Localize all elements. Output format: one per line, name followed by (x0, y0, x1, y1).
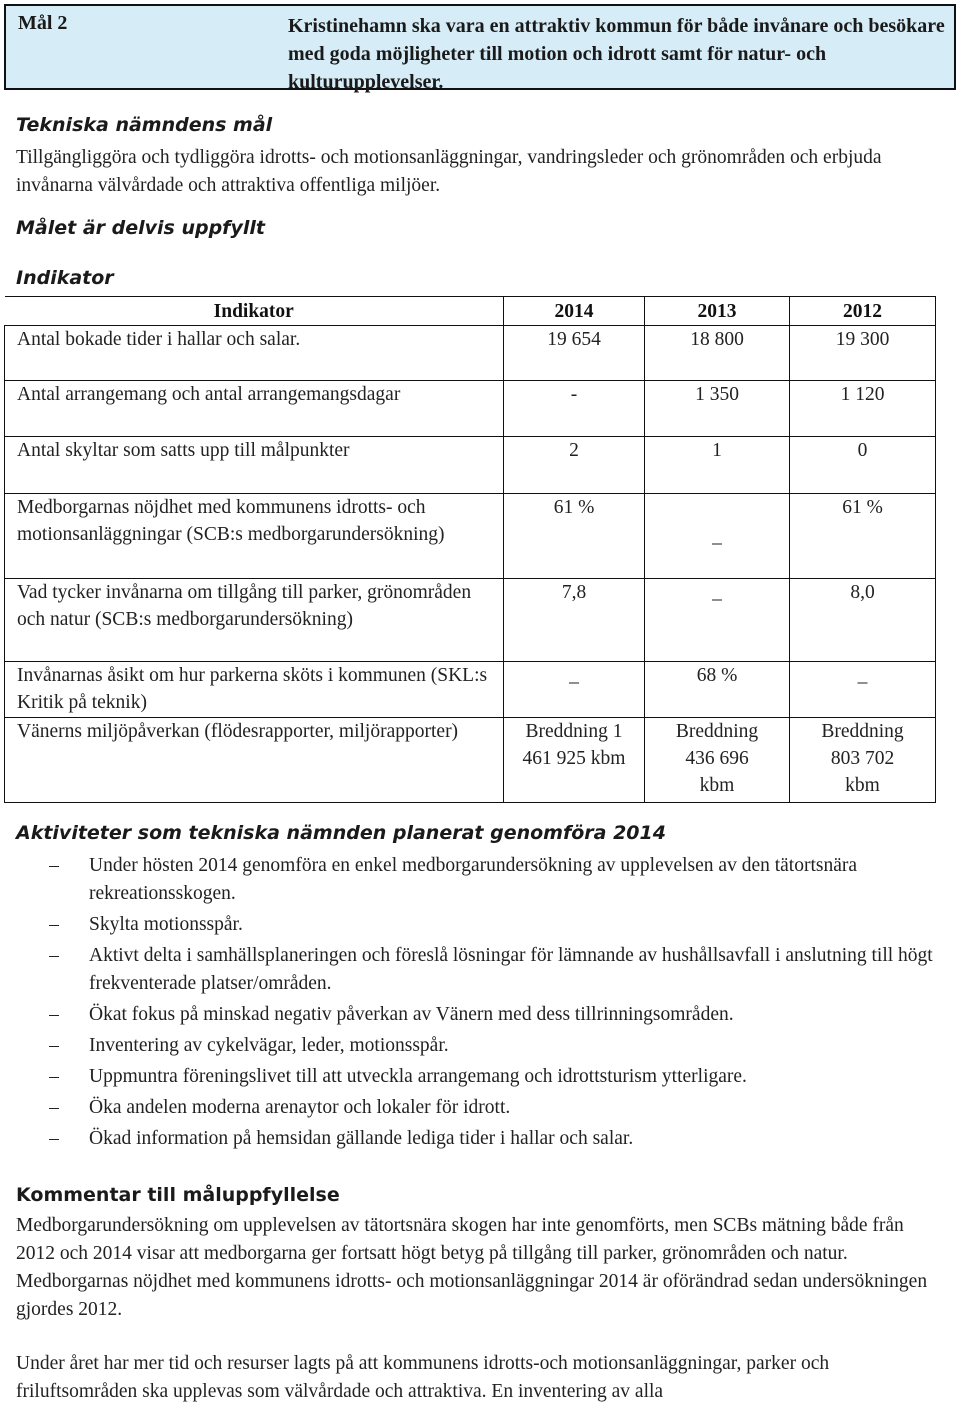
value-2014: 2 (504, 437, 645, 494)
value-2014: Breddning 1 461 925 kbm (504, 718, 645, 803)
value-2014: 61 % (504, 494, 645, 579)
indicator-name: Antal skyltar som satts upp till målpunkter (5, 437, 504, 494)
dash-bullet: – (49, 1004, 59, 1025)
table-row (5, 437, 936, 494)
value-2013: _ (645, 579, 790, 662)
list-item (16, 1094, 936, 1122)
comment-paragraph-1: Medborgarundersökning om upplevelsen av tätortsnära skogen har inte genomförts, men SCBs mätning både från 2012 och 2014 visar att medborgarna ger fortsatt högt betyg på tillgång till parker, grönområden och natur. Medborgarnas nöjdhet med kommunens idrotts- och motionsanläggningar 2014 är oförändrad sedan undersökningen gjordes 2012. (16, 1215, 928, 1320)
activities-heading: Aktiviteter som tekniska nämnden planerat genomföra 2014 (16, 822, 666, 844)
dash-bullet: – (49, 855, 59, 876)
table-row (5, 718, 936, 803)
list-item-text: Inventering av cykelvägar, leder, motionsspår. (89, 1035, 449, 1056)
table-header-row (5, 297, 936, 326)
indicator-name: Invånarnas åsikt om hur parkerna sköts i kommunen (SKL:s Kritik på teknik) (5, 662, 504, 718)
list-item-text: Aktivt delta i samhällsplaneringen och föreslå lösningar för lämnande av hushållsavfall i anslutning till högt frekventerade platser/områden. (89, 945, 933, 994)
value-2012: 0 (790, 437, 936, 494)
value-2013: 1 (645, 437, 790, 494)
list-item-text: Öka andelen moderna arenaytor och lokaler för idrott. (89, 1097, 511, 1118)
list-item (16, 911, 936, 939)
list-item (16, 1125, 936, 1153)
value-2014: 7,8 (504, 579, 645, 662)
dash-bullet: – (49, 1035, 59, 1056)
value-2012: Breddning 803 702 kbm (790, 718, 936, 803)
goal-status: Målet är delvis uppfyllt (16, 217, 265, 239)
list-item (16, 852, 936, 908)
comment-paragraph-2: Under året har mer tid och resurser lagts på att kommunens idrotts-och motionsanläggningar, parker och friluftsområden ska upplevas som välvårdade och attraktiva. En inventering av alla (16, 1353, 830, 1402)
value-2012: _ (790, 662, 936, 718)
indicator-name: Antal bokade tider i hallar och salar. (5, 326, 504, 381)
value-2014: - (504, 381, 645, 437)
dash-bullet: – (49, 945, 59, 966)
table-row (5, 381, 936, 437)
value-2012: 19 300 (790, 326, 936, 381)
value-2013: 1 350 (645, 381, 790, 437)
value-2012: 61 % (790, 494, 936, 579)
value-2012: 8,0 (790, 579, 936, 662)
value-2014: _ (504, 662, 645, 718)
value-2013: 68 % (645, 662, 790, 718)
header-2014: 2014 (504, 297, 645, 326)
goal-label: Mål 2 (18, 12, 68, 34)
dash-bullet: – (49, 1066, 59, 1087)
indicator-name: Antal arrangemang och antal arrangemangsdagar (5, 381, 504, 437)
indicator-heading: Indikator (16, 267, 114, 289)
table-row (5, 494, 936, 579)
value-2012: 1 120 (790, 381, 936, 437)
list-item-text: Uppmuntra föreningslivet till att utveckla arrangemang och idrottsturism ytterligare. (89, 1066, 747, 1087)
list-item (16, 1032, 936, 1060)
dash-bullet: – (49, 914, 59, 935)
activities-list (16, 852, 936, 1156)
technical-goal-text: Tillgängliggöra och tydliggöra idrotts- och motionsanläggningar, vandringsleder och grönområden och erbjuda invånarna välvårdade och attraktiva offentliga miljöer. (16, 147, 882, 196)
indicator-name: Vad tycker invånarna om tillgång till parker, grönområden och natur (SCB:s medborgarundersökning) (5, 579, 504, 662)
dash-bullet: – (49, 1097, 59, 1118)
value-2013: Breddning 436 696 kbm (645, 718, 790, 803)
list-item-text: Under hösten 2014 genomföra en enkel medborgarundersökning av upplevelsen av den tätortsnära rekreationsskogen. (89, 855, 858, 904)
list-item-text: Ökad information på hemsidan gällande lediga tider i hallar och salar. (89, 1128, 634, 1149)
header-indicator: Indikator (5, 297, 504, 326)
table-row (5, 662, 936, 718)
header-2013: 2013 (645, 297, 790, 326)
table-row (5, 326, 936, 381)
header-2012: 2012 (790, 297, 936, 326)
technical-goal-heading: Tekniska nämndens mål (16, 114, 273, 136)
comment-heading: Kommentar till måluppfyllelse (16, 1184, 340, 1206)
goal-box (4, 4, 956, 93)
goal-text: Kristinehamn ska vara en attraktiv kommun för både invånare och besökare med goda möjligheter till motion och idrott samt för natur- och kulturupplevelser. (288, 15, 945, 93)
indicator-name: Medborgarnas nöjdhet med kommunens idrotts- och motionsanläggningar (SCB:s medborgarundersökning) (5, 494, 504, 579)
value-2013: _ (645, 494, 790, 579)
value-2013: 18 800 (645, 326, 790, 381)
value-2014: 19 654 (504, 326, 645, 381)
list-item (16, 1001, 936, 1029)
table-row (5, 579, 936, 662)
dash-bullet: – (49, 1128, 59, 1149)
list-item-text: Ökat fokus på minskad negativ påverkan av Vänern med dess tillrinningsområden. (89, 1004, 734, 1025)
list-item (16, 1063, 936, 1091)
list-item-text: Skylta motionsspår. (89, 914, 243, 935)
indicator-name: Vänerns miljöpåverkan (flödesrapporter, miljörapporter) (5, 718, 504, 803)
indicator-table (4, 296, 936, 803)
list-item (16, 942, 936, 998)
